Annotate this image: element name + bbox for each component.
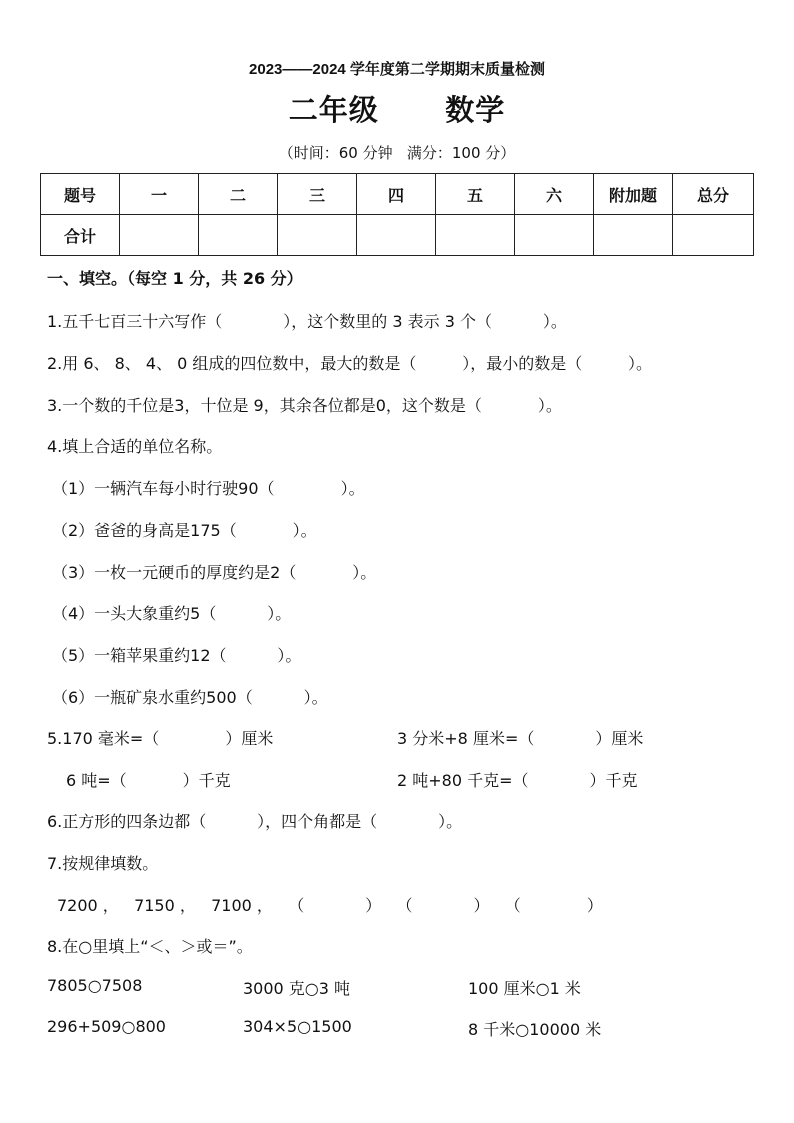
question-6: 6.正方形的四条边都（ ），四个角都是（ ）。 [47, 812, 463, 831]
question-2: 2.用 6、 8、 4、 0 组成的四位数中，最大的数是（ ），最小的数是（ ）。 [47, 354, 652, 373]
question-7-sequence: 7200 ， 7150 ， 7100 ， （ ） （ ） （ ） [57, 896, 603, 915]
compare-item: 100 厘米○1 米 [468, 979, 581, 998]
question-3: 3.一个数的千位是3，十位是 9，其余各位都是0，这个数是（ ）。 [47, 396, 562, 415]
question-4: 4.填上合适的单位名称。 [47, 437, 223, 456]
question-4-5: （5）一箱苹果重约12（ ）。 [52, 646, 302, 665]
question-4-3: （3）一枚一元硬币的厚度约是2（ ）。 [52, 563, 377, 582]
section-title: 一、填空。（每空 1 分，共 26 分） [47, 269, 303, 288]
score-header-cell: 三 [278, 174, 357, 215]
score-table [40, 173, 754, 256]
score-header-cell: 五 [436, 174, 515, 215]
question-4-4: （4）一头大象重约5（ ）。 [52, 604, 292, 623]
question-5-b: 3 分米+8 厘米=（ ）厘米 [397, 729, 644, 748]
compare-item: 7805○7508 [47, 976, 143, 995]
score-header-cell: 总分 [673, 174, 754, 215]
score-cell [594, 215, 673, 256]
compare-item: 8 千米○10000 米 [468, 1020, 602, 1039]
question-1: 1.五千七百三十六写作（ ），这个数里的 3 表示 3 个（ ）。 [47, 312, 567, 331]
score-cell [673, 215, 754, 256]
score-cell [199, 215, 278, 256]
score-header-cell: 四 [357, 174, 436, 215]
question-8: 8.在○里填上“＜、＞或＝”。 [47, 937, 253, 956]
question-4-1: （1）一辆汽车每小时行驶90（ ）。 [52, 479, 365, 498]
score-header-cell: 二 [199, 174, 278, 215]
compare-item: 304×5○1500 [243, 1017, 352, 1036]
score-header-cell: 一 [120, 174, 199, 215]
score-cell [120, 215, 199, 256]
question-7: 7.按规律填数。 [47, 854, 159, 873]
time-info: （时间：60 分钟 满分：100 分） [278, 144, 516, 162]
score-header-cell: 题号 [41, 174, 120, 215]
score-total-label: 合计 [41, 215, 120, 256]
score-cell [515, 215, 594, 256]
question-4-2: （2）爸爸的身高是175（ ）。 [52, 521, 317, 540]
subject-title: 二年级 数学 [288, 93, 506, 127]
question-4-6: （6）一瓶矿泉水重约500（ ）。 [52, 688, 328, 707]
score-cell [436, 215, 515, 256]
question-5-c: 6 吨=（ ）千克 [66, 771, 231, 790]
exam-title: 2023——2024 学年度第二学期期末质量检测 [249, 61, 545, 78]
score-cell [357, 215, 436, 256]
score-table-header-row [41, 174, 754, 215]
question-5-a: 5.170 毫米=（ ）厘米 [47, 729, 274, 748]
compare-item: 296+509○800 [47, 1017, 166, 1036]
question-5-d: 2 吨+80 千克=（ ）千克 [397, 771, 638, 790]
score-header-cell: 六 [515, 174, 594, 215]
score-table-total-row [41, 215, 754, 256]
score-cell [278, 215, 357, 256]
score-header-cell: 附加题 [594, 174, 673, 215]
compare-item: 3000 克○3 吨 [243, 979, 351, 998]
